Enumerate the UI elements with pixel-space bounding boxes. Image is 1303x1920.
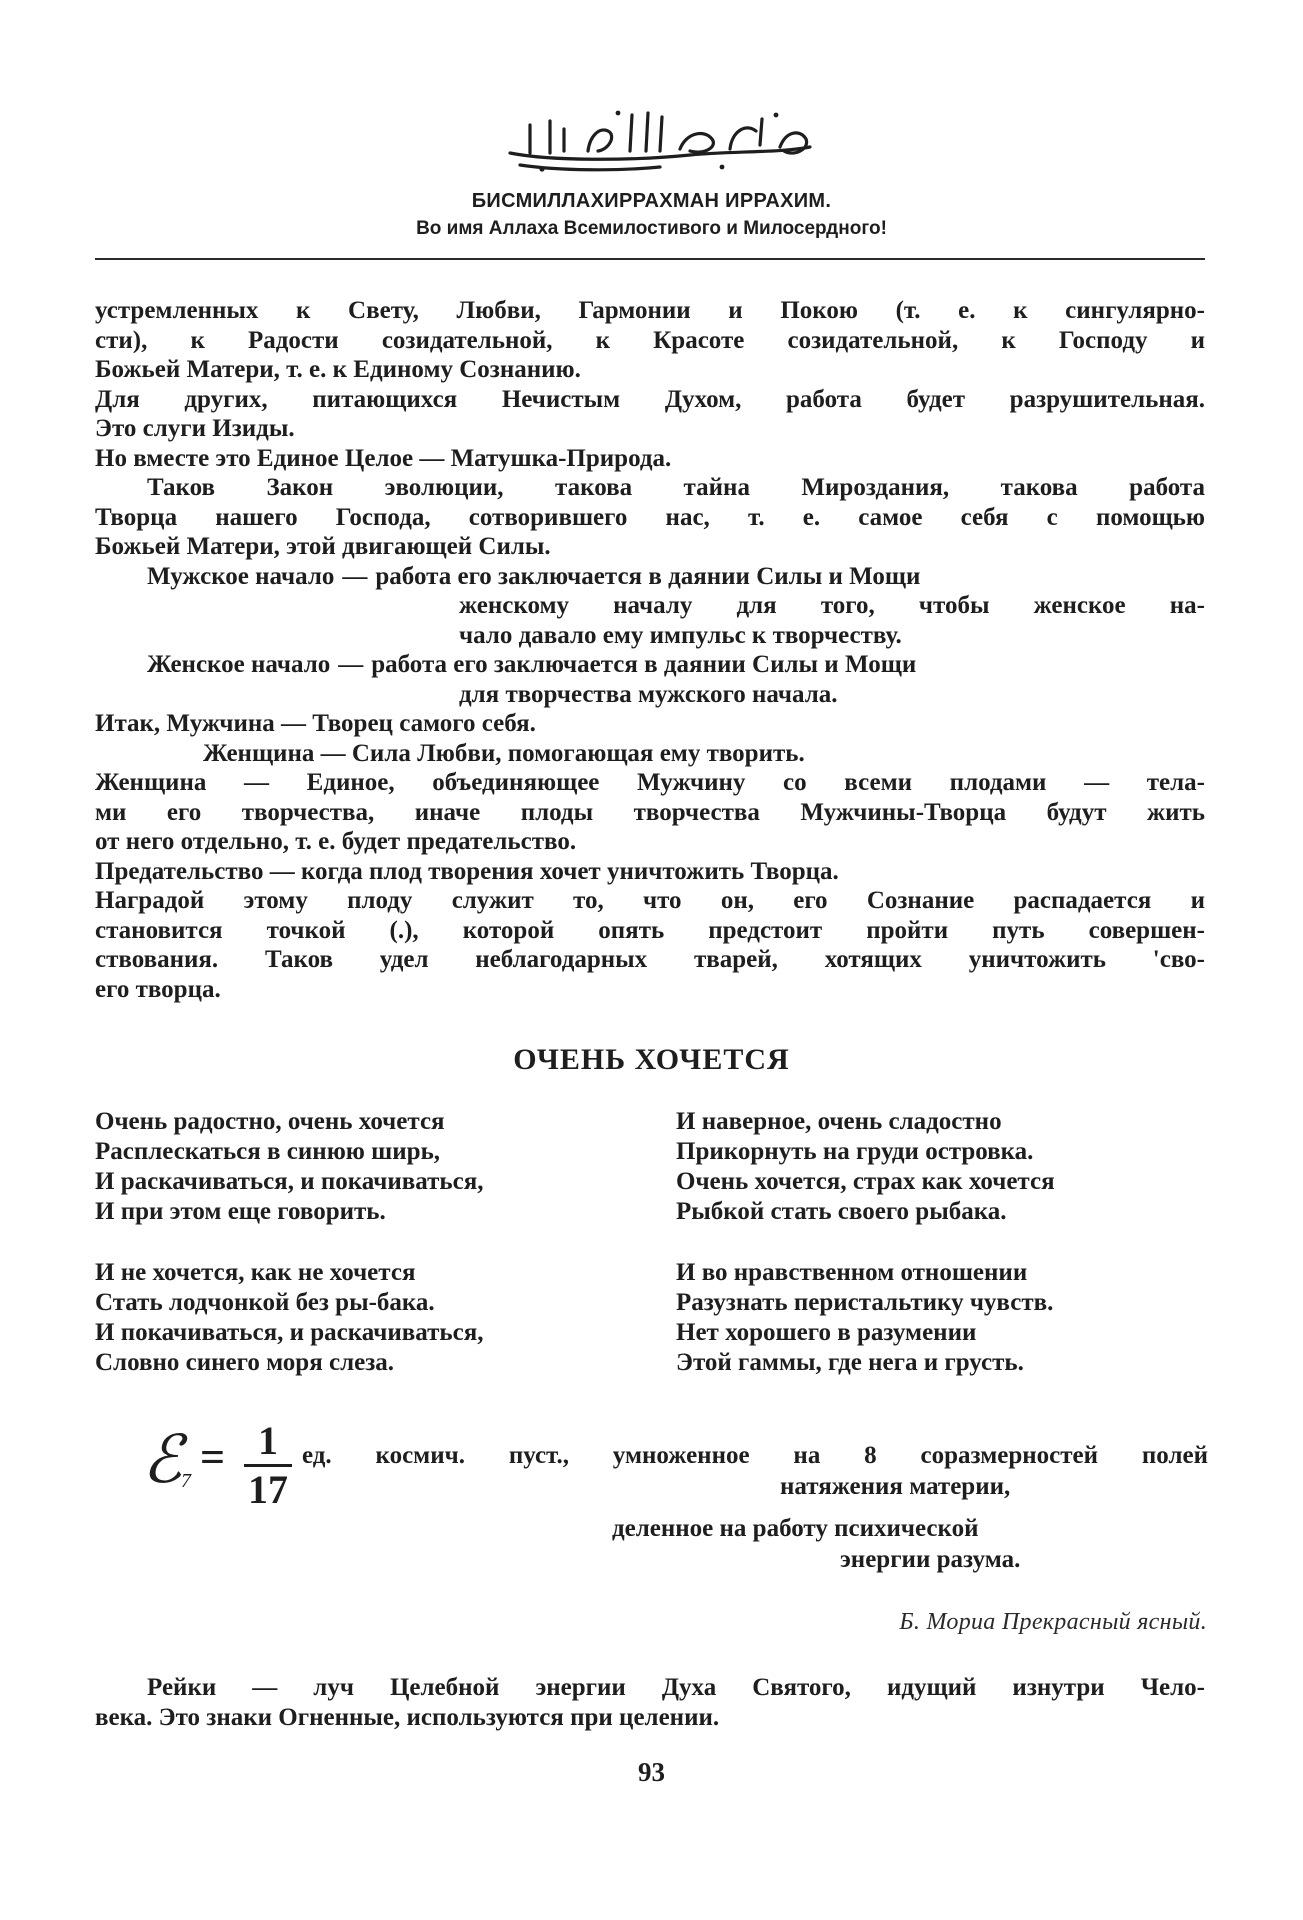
text-line: от него отдельно, т. е. будет предательство. xyxy=(95,828,577,855)
text-line: его творца. xyxy=(95,975,221,1003)
definition-text: женскому началу для того, чтобы женское на- xyxy=(459,592,1205,619)
poem-line: Стать лодчонкой без ры-бака. xyxy=(95,1289,435,1316)
definition-male xyxy=(95,562,1205,592)
poem-line: Очень радостно, очень хочется xyxy=(95,1108,445,1135)
text-line: Для других, питающихся Нечистым Духом, работа будет разрушительная. xyxy=(95,385,1205,413)
formula-line: ед. космич. пуст., умноженное на 8 соразмерностей полей xyxy=(302,1442,1208,1469)
text-line: Женщина — Единое, объединяющее Мужчину со всеми плодами — тела- xyxy=(95,769,1205,796)
text-line: века. Это знаки Огненные, используются при целении. xyxy=(95,1704,720,1731)
poem-line: И раскачиваться, и покачиваться, xyxy=(95,1168,484,1195)
bismillah-calligraphy xyxy=(490,95,830,175)
text-line: устремленных к Свету, Любви, Гармонии и Покою (т. е. к сингулярно- xyxy=(95,297,1205,324)
text-line: ми его творчества, иначе плоды творчества Мужчины-Творца будут жить xyxy=(95,798,1205,826)
poem-stanza xyxy=(676,1258,1216,1378)
poem-line: Рыбкой стать своего рыбака. xyxy=(676,1198,1007,1225)
signature: Б. Мориа Прекрасный ясный. xyxy=(899,1609,1207,1635)
formula-equals: = xyxy=(200,1433,226,1482)
bismillah-translation: Во имя Аллаха Всемилостивого и Милосердного! xyxy=(416,218,887,239)
text-line: Божьей Матери, т. е. к Единому Сознанию. xyxy=(95,356,581,383)
poem-left-column xyxy=(95,1107,655,1409)
text-line: Таков Закон эволюции, такова тайна Мироздания, такова работа xyxy=(147,474,1205,501)
formula-line: энергии разума. xyxy=(840,1546,1021,1573)
poem-line: Нет хорошего в разумении xyxy=(676,1319,977,1346)
formula-line: деленное на работу психической xyxy=(612,1515,979,1542)
text-line: Наградой этому плоду служит то, что он, его Сознание распадается и xyxy=(95,887,1205,914)
poem-stanza xyxy=(95,1107,655,1227)
definition-text: работа его заключается в даянии Силы и Мощи xyxy=(375,562,921,590)
definition-text: для творчества мужского начала. xyxy=(459,680,838,708)
text-line: ствования. Таков удел неблагодарных тварей, хотящих уничтожить 'сво- xyxy=(95,946,1205,973)
text-line: Женщина — Сила Любви, помогающая ему творить. xyxy=(203,739,805,767)
poem-line: И покачиваться, и раскачиваться, xyxy=(95,1319,484,1346)
text-line: Это слуги Изиды. xyxy=(95,415,295,442)
poem-stanza xyxy=(676,1107,1216,1227)
poem-line: Очень хочется, страх как хочется xyxy=(676,1168,1055,1195)
formula-fraction xyxy=(244,1420,292,1511)
text-line: сти), к Радости созидательной, к Красоте созидательной, к Господу и xyxy=(95,326,1205,354)
definition-female xyxy=(95,650,1205,680)
poem-title: ОЧЕНЬ ХОЧЕТСЯ xyxy=(513,1043,790,1076)
poem-line: Расплескаться в синюю ширь, xyxy=(95,1138,441,1165)
formula-subscript: 7 xyxy=(181,1470,191,1492)
poem-line: Словно синего моря слеза. xyxy=(95,1349,394,1376)
formula-line: натяжения материи, xyxy=(780,1473,1011,1500)
text-line: Предательство — когда плод творения хочет уничтожить Творца. xyxy=(95,857,839,885)
reiki-paragraph xyxy=(95,1673,1205,1733)
definition-dash: — xyxy=(338,651,364,678)
definition-text: работа его заключается в даянии Силы и Мощи xyxy=(371,651,917,678)
poem-line: И во нравственном отношении xyxy=(676,1259,1028,1286)
fraction-numerator: 1 xyxy=(258,1418,278,1463)
text-line: Но вместе это Единое Целое — Матушка-Природа. xyxy=(95,444,672,472)
text-line: Божьей Матери, этой двигающей Силы. xyxy=(95,533,551,560)
poem-right-column xyxy=(676,1107,1216,1409)
poem-line: И при этом еще говорить. xyxy=(95,1198,386,1225)
definition-text: чало давало ему импульс к творчеству. xyxy=(459,621,902,649)
text-line: становится точкой (.), которой опять предстоит пройти путь совершен- xyxy=(95,916,1205,944)
definition-term: Женское начало xyxy=(147,651,331,678)
formula-description xyxy=(302,1440,1208,1575)
text-line: Итак, Мужчина — Творец самого себя. xyxy=(95,710,536,737)
poem-line: Прикорнуть на груди островка. xyxy=(676,1138,1034,1165)
text-line: Творца нашего Господа, сотворившего нас, т. е. самое себя с помощью xyxy=(95,503,1205,531)
poem-line: Этой гаммы, где нега и грусть. xyxy=(676,1349,1024,1376)
text-line: Рейки — луч Целебной энергии Духа Святого, идущий изнутри Чело- xyxy=(147,1674,1205,1701)
formula-symbol: ℰ xyxy=(142,1424,182,1497)
bismillah-title: БИСМИЛЛАХИРРАХМАН ИРРАХИМ. xyxy=(471,190,832,212)
body-text xyxy=(95,296,1205,1004)
poem-stanza xyxy=(95,1258,655,1378)
page-number: 93 xyxy=(638,1757,665,1787)
poem-line: И наверное, очень сладостно xyxy=(676,1108,1002,1135)
header-divider xyxy=(95,258,1205,260)
fraction-denominator: 17 xyxy=(248,1467,288,1512)
definition-dash: — xyxy=(342,562,368,590)
poem-line: Разузнать перистальтику чувств. xyxy=(676,1289,1054,1316)
definition-term: Мужское начало xyxy=(147,562,335,590)
poem-line: И не хочется, как не хочется xyxy=(95,1259,416,1286)
